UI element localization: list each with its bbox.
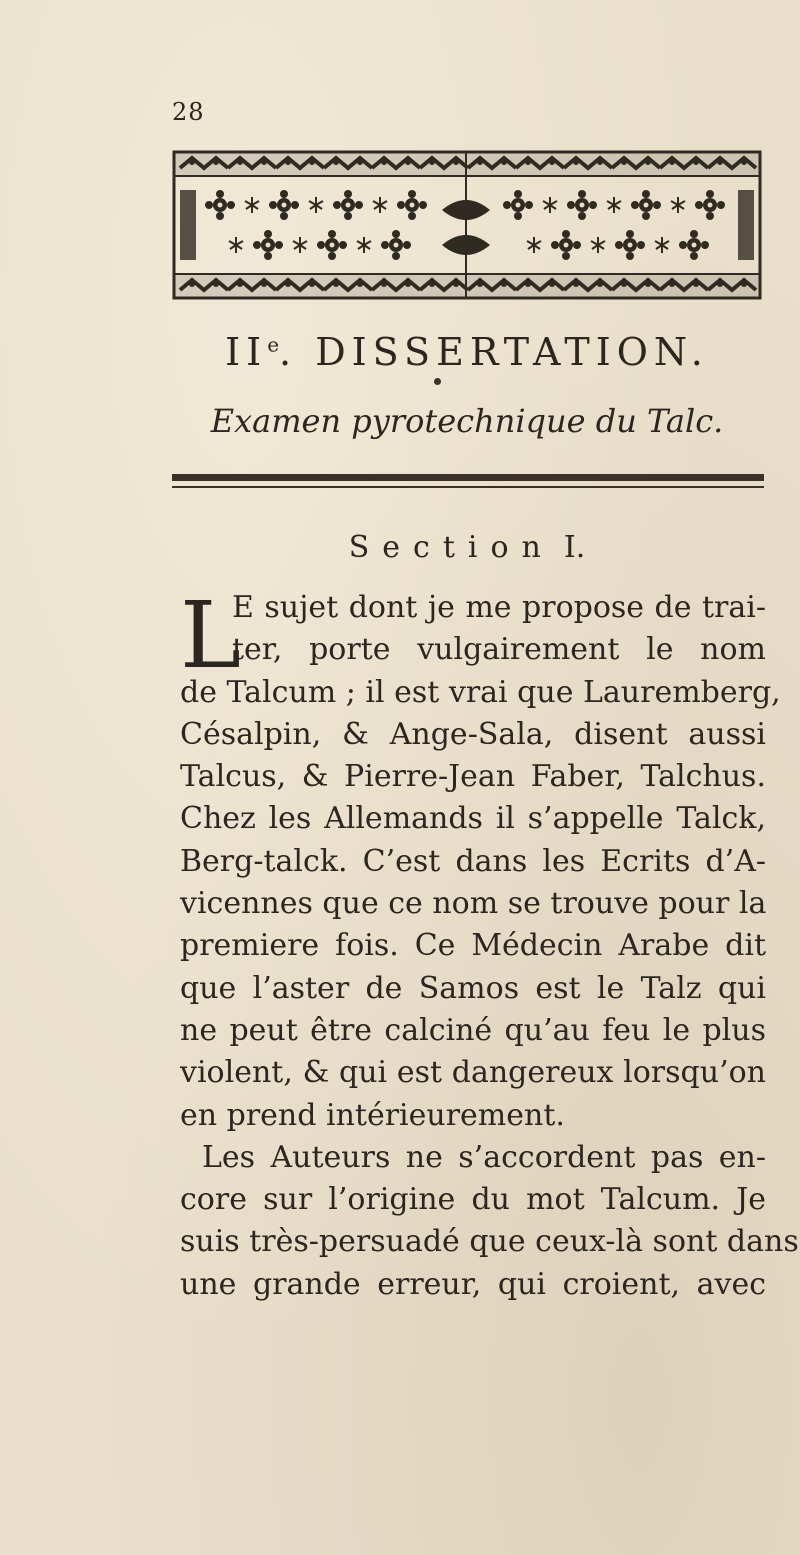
text-line: une grande erreur, qui croient, avec [180,1266,766,1302]
text-line: en prend intérieurement. [180,1097,565,1133]
text-line: de Talcum ; il est vrai que Lauremberg, [180,674,781,710]
dissertation-ordinal-suffix: e [267,332,280,357]
text-line: Talcus, & Pierre-Jean Faber, Talchus. [180,759,766,795]
text-line: Césalpin, & Ange-Sala, disent aussi [180,716,766,752]
page-number: 28 [172,98,205,126]
thin-rule [172,486,764,488]
text-line: ter, porte vulgairement le nom [232,632,766,668]
drop-capital: L [180,582,242,689]
section-heading [172,530,762,565]
ornamental-headpiece [172,150,762,300]
text-line: core sur l’origine du mot Talcum. Je [180,1182,766,1218]
dissertation-title [172,330,762,374]
ornament-dot [434,378,441,385]
section-label: Section [348,530,554,565]
thick-rule [172,474,764,481]
text-line: suis très-persuadé que ceux-là sont dans [180,1224,799,1260]
text-line: Les Auteurs ne s’accordent pas en- [202,1139,766,1175]
section-number: I. [563,530,586,565]
body-text [180,582,799,1306]
text-line: vicennes que ce nom se trouve pour la [180,886,767,922]
text-line: Berg-talck. C’est dans les Ecrits d’A- [180,843,766,879]
text-line: E sujet dont je me propose de trai- [232,590,766,625]
text-line: Chez les Allemands il s’appelle Talck, [180,801,766,837]
dissertation-number: II [225,330,268,374]
dissertation-word: . DISSERTATION. [279,330,709,374]
text-line: premiere fois. Ce Médecin Arabe dit [180,928,766,964]
text-line: que l’aster de Samos est le Talz qui [180,970,766,1006]
text-line: ne peut être calciné qu’au feu le plus [180,1012,766,1048]
text-line: violent, & qui est dangereux lorsqu’on [180,1055,766,1091]
dissertation-subtitle: Examen pyrotechnique du Talc. [210,402,724,440]
